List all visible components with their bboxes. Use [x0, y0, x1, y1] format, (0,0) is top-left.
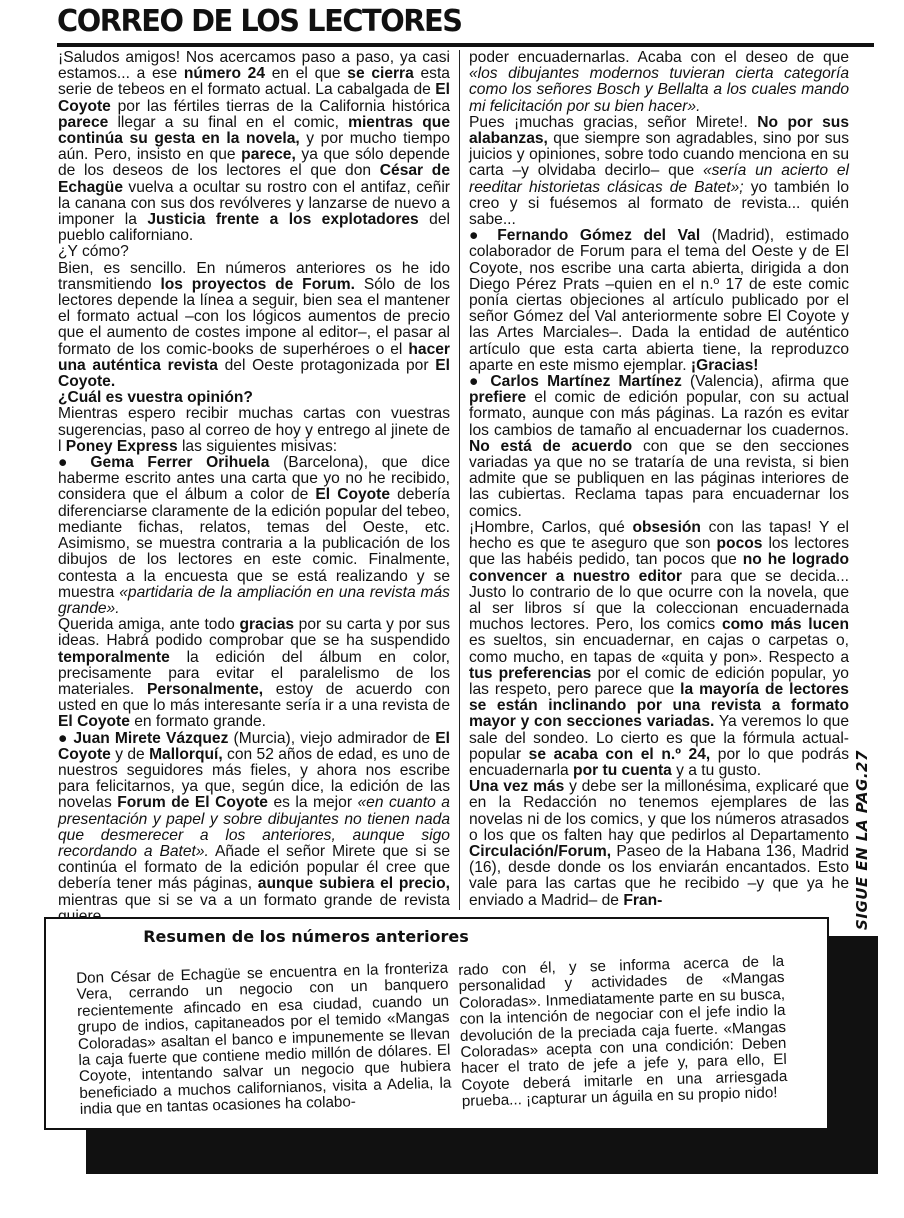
- quote-text: «sería un acierto el reeditar historietas clásicas de Batet»;: [469, 162, 850, 196]
- bold-text: se acaba con el n.º 24,: [528, 745, 711, 763]
- bold-text: ● Fernando Gómez del Val: [469, 227, 701, 245]
- text-run: es la mejor: [267, 794, 358, 812]
- bold-text: No por sus alabanzas,: [469, 113, 849, 148]
- text-run: Sólo de los lectores depende la línea a seguir, bien sea el mantener el formato actual –con los lógicos aumentos de precio que el aumento de costes impone al editor–, el pasar al formato de los comic-books de superhéroes o el: [58, 275, 450, 358]
- text-run: por el comic de edición popular, yo las respeto, pero parece que: [469, 664, 849, 698]
- text-run: por su carta y por sus ideas. Habrá podido comprobar que se ha suspendido: [58, 616, 451, 650]
- quote-text: «los dibujantes modernos tuvieran cierta categoría como los señores Bosch y Bellalta a los cuales mando mi felicitación por su bien hacer».: [469, 65, 849, 115]
- text-run: las siguientes misivas:: [177, 437, 338, 455]
- bold-text: No está de acuerdo: [469, 437, 633, 455]
- bold-text: Justicia frente a los explotadores: [147, 211, 419, 229]
- bold-text: gracias: [239, 616, 295, 634]
- text-run: en el que: [265, 65, 348, 83]
- text-run: esta serie de tebeos en el formato actual. La cabalgada de: [58, 65, 450, 99]
- bold-text: parece: [58, 113, 109, 131]
- text-run: Pues ¡muchas gracias, señor Mirete!.: [469, 113, 758, 131]
- bold-text: aunque subiera el precio,: [257, 875, 450, 893]
- text-run: poder encuadernarlas. Acaba con el deseo de que: [469, 49, 849, 66]
- paragraph: [58, 406, 450, 455]
- text-run: que siempre son agradables, sino por sus juicios y opiniones, sobre todo cuando menciona en su carta –y olvidaba decirlo– que: [469, 130, 849, 180]
- text-run: ya que sólo depende de los deseos de los lectores el que don: [58, 146, 450, 180]
- text-run: y de: [110, 745, 150, 763]
- bold-text: ¿Cuál es vuestra opinión?: [58, 389, 253, 407]
- paragraph: [58, 455, 450, 617]
- bold-text: Fran-: [623, 891, 663, 909]
- bold-text: por tu cuenta: [573, 761, 672, 779]
- column-right: [469, 50, 849, 909]
- bold-text: se cierra: [347, 65, 414, 83]
- summary-column-left: [76, 961, 452, 1119]
- text-run: Querida amiga, ante todo: [58, 616, 240, 634]
- bold-text: la mayoría de lectores se están inclinando por una revista a formato mayor y con secciones variadas.: [469, 680, 849, 731]
- text-run: ¿Y cómo?: [58, 243, 129, 261]
- text-run: con que se den secciones variadas ya que no se trataría de una revista, si bien admite que se publiquen en las páginas interiores de las cubiertas. Reclama tapas para encuadernar los comics.: [469, 437, 850, 520]
- continued-note-text: SIGUE EN LA PAG.27: [853, 750, 871, 930]
- column-divider: [459, 50, 460, 910]
- paragraph: [58, 50, 450, 244]
- text-run: ¡Hombre, Carlos, qué: [469, 518, 633, 536]
- bold-text: hacer una auténtica revista: [58, 340, 450, 374]
- text-run: Ya veremos lo que sale del sondeo. Lo cierto es que la fórmula actual-popular: [469, 713, 849, 763]
- bold-text: ● Juan Mirete Vázquez: [58, 729, 229, 747]
- bold-text: El Coyote: [58, 713, 130, 731]
- text-run: y debe ser la millonésima, explicaré que en la Redacción no tenemos ejemplares de las novelas ni de los comics, y que los números atrasados o los que os falten hay que pedirlos al Departamento: [469, 778, 849, 844]
- quote-text: «en cuanto a presentación y papel y sobre dibujantes no tienen nada que desmerecer a los anteriores, aunque sigo recordando a Batet».: [58, 794, 450, 860]
- text-run: del Oeste protagonizada por: [217, 356, 436, 374]
- bold-text: prefiere: [469, 389, 527, 407]
- summary-text-right: rado con él, y se informa acerca de la personalidad y actividades de «Mangas Coloradas». Inmediatamente parte en su busca, con la intención de negociar con el jefe indio la devolución de la preciada caja fuerte. «Mangas Coloradas» acepta con una condición: Deben hacer el trato de jefe a jefe y, para ello, El Coyote deberá imitarle en una arriesgada prueba... ¡capturar un águila en su propio nido!: [457, 952, 788, 1111]
- text-run: Mientras espero recibir muchas cartas con vuestras sugerencias, paso al correo de hoy y entrego al jinete de l: [58, 405, 450, 455]
- bold-text: El Coyote: [315, 486, 391, 504]
- bold-text: temporalmente: [58, 648, 170, 666]
- summary-column-right: [458, 954, 788, 1111]
- bold-text: ● Carlos Martínez Martínez: [469, 373, 682, 391]
- text-run: llegar a su final en el comic,: [108, 113, 349, 131]
- text-run: yo también lo creo y si fuésemos al formato de revista... quién sabe...: [469, 178, 849, 229]
- summary-title: Resumen de los números anteriores: [143, 927, 469, 946]
- text-run: por lo que podrás encuadernarla: [469, 745, 850, 779]
- bold-text: Una vez más: [469, 778, 565, 796]
- text-run: (Murcia), viejo admirador de: [228, 729, 436, 747]
- text-run: mientras que si se va a un formato grande de revista: [58, 891, 450, 909]
- paragraph: [469, 779, 849, 909]
- text-run: Añade el señor Mirete que si se continúa el formato de la edición popular él cree que debería tener más páginas,: [58, 842, 450, 893]
- title-rule: [57, 43, 874, 47]
- text-run: estoy de acuerdo con usted en que lo más interesante sería ir a una revista de: [58, 680, 450, 715]
- bold-text: Mallorquí,: [149, 745, 223, 763]
- text-run: el comic de edición popular, con su actual formato, aunque con más páginas. La razón es evitar los cambios de tamaño al encuadernar los cuadernos.: [469, 389, 849, 439]
- bold-text: parece,: [241, 146, 296, 164]
- bold-text: tus preferencias: [469, 664, 592, 682]
- text-run: con 52 años de edad, es uno de nuestros seguidores más fieles, y ahora nos escribe para felicitarnos, ya que, según dice, la edición de las novelas: [58, 745, 450, 812]
- text-run: (Valencia), afirma que: [681, 373, 849, 391]
- text-run: vuelva a ocultar su rostro con el antifaz, ceñir la canana con sus dos revólveres y lanzarse de nuevo a imponer la: [58, 178, 450, 229]
- summary-text-left: Don César de Echagüe se encuentra en la fronteriza Vera, cerrando un negocio con un banquero recientemente afincado en esa ciudad, cuando un grupo de indios, capitaneados por el temido «Mangas Coloradas» asaltan el banco e impunemente se llevan la caja fuerte que contiene medio millón de dólares. El Coyote, intentando salvar un negocio que hubiera beneficiado a muchos californianos, visita a Adelia, la india que en tantas ocasiones ha colabo-: [75, 959, 452, 1119]
- paragraph: [58, 731, 450, 925]
- text-run: en formato grande.: [129, 713, 267, 731]
- text-run: y a tu gusto.: [671, 761, 762, 779]
- bold-text: César de Echagüe: [58, 162, 450, 196]
- text-run: con las tapas! Y el hecho es que te aseguro que son: [469, 518, 849, 553]
- bold-text: ¡Gracias!: [690, 356, 759, 374]
- paragraph: [58, 261, 450, 391]
- bold-text: Personalmente,: [146, 680, 264, 698]
- text-run: los lectores que las habéis pedido, tan pocos que: [469, 535, 849, 569]
- text-run: para que se decida... Justo lo contrario de lo que ocurre con la novela, que al ser libros sí que la coleccionan encuadernada muchos lectores. Pero, los comics: [469, 567, 849, 634]
- text-run: por las fértiles tierras de la California histórica: [110, 97, 450, 115]
- paragraph: [58, 390, 450, 406]
- text-run: del pueblo californiano.: [58, 211, 450, 245]
- text-run: (Barcelona), que dice haberme escrito antes una carta que yo no he recibido, considera que el álbum a color de: [58, 454, 450, 504]
- paragraph: [469, 50, 849, 115]
- bold-text: no he logrado convencer a nuestro editor: [469, 551, 849, 585]
- bold-text: El Coyote.: [58, 356, 451, 391]
- bold-text: mientras que continúa su gesta en la novela,: [58, 113, 450, 148]
- page-title: CORREO DE LOS LECTORES: [57, 4, 462, 39]
- text-run: debería diferenciarse claramente de la edición popular del tebeo, mediante fichas, relatos, temas del Oeste, etc. Asimismo, se muestra contraria a la publicación de los dibujos de los lectores en este comic. Finalmente, contesta a la encuesta que se está realizando y se muestra: [58, 486, 450, 601]
- paragraph: [469, 374, 849, 520]
- paragraph: [469, 228, 849, 374]
- paragraph: [58, 617, 450, 730]
- column-left: [58, 50, 450, 925]
- bold-text: los proyectos de Forum.: [160, 275, 356, 293]
- continued-note: [847, 750, 877, 930]
- text-run: la edición del álbum en color, precisamente para evitar el paralelismo de los materiales.: [58, 648, 450, 698]
- bold-text: pocos: [716, 535, 763, 553]
- paragraph: [58, 244, 450, 260]
- paragraph: [469, 115, 849, 228]
- paragraph: [469, 520, 849, 779]
- bold-text: Forum de El Coyote: [117, 794, 268, 812]
- bold-text: ● Gema Ferrer Orihuela: [58, 454, 270, 472]
- bold-text: El Coyote: [58, 81, 450, 115]
- bold-text: como más lucen: [721, 616, 849, 634]
- summary-box: [44, 917, 829, 1130]
- text-run: Paseo de la Habana 136, Madrid (16), desde donde os los enviarán encantados. Esto vale para las cartas que he recibido –y que ya he enviado a Madrid– de: [469, 842, 849, 909]
- bold-text: Poney Express: [65, 437, 178, 455]
- bold-text: número 24: [183, 65, 266, 83]
- text-run: ¡Saludos amigos! Nos acercamos paso a paso, ya casi estamos... a ese: [58, 49, 450, 83]
- bold-text: Circulación/Forum,: [469, 842, 612, 860]
- bold-text: El Coyote: [58, 729, 450, 763]
- bold-text: obsesión: [632, 518, 701, 536]
- text-run: es sueltos, sin encuadernar, en cajas o carpetas o, como mucho, en tapas de «quita y pon». Respecto a: [469, 632, 849, 666]
- text-run: (Madrid), estimado colaborador de Forum para el tema del Oeste y de El Coyote, nos escribe una carta abierta, dirigida a don Diego Pérez Prats –quien en el n.º 17 de este comic ponía ciertas objeciones al artículo publicado por el señor Gómez del Val anteriormente sobre El Coyote y las Artes Marciales–. Dada la entidad de auténtico artículo que esta carta abierta tiene, la reproduzco aparte en este mismo ejemplar.: [469, 227, 849, 374]
- text-run: Bien, es sencillo. En números anteriores os he ido transmitiendo: [58, 259, 450, 293]
- text-run: y por mucho tiempo aún. Pero, insisto en que: [58, 130, 450, 164]
- quote-text: «partidaria de la ampliación en una revista más grande».: [58, 583, 450, 617]
